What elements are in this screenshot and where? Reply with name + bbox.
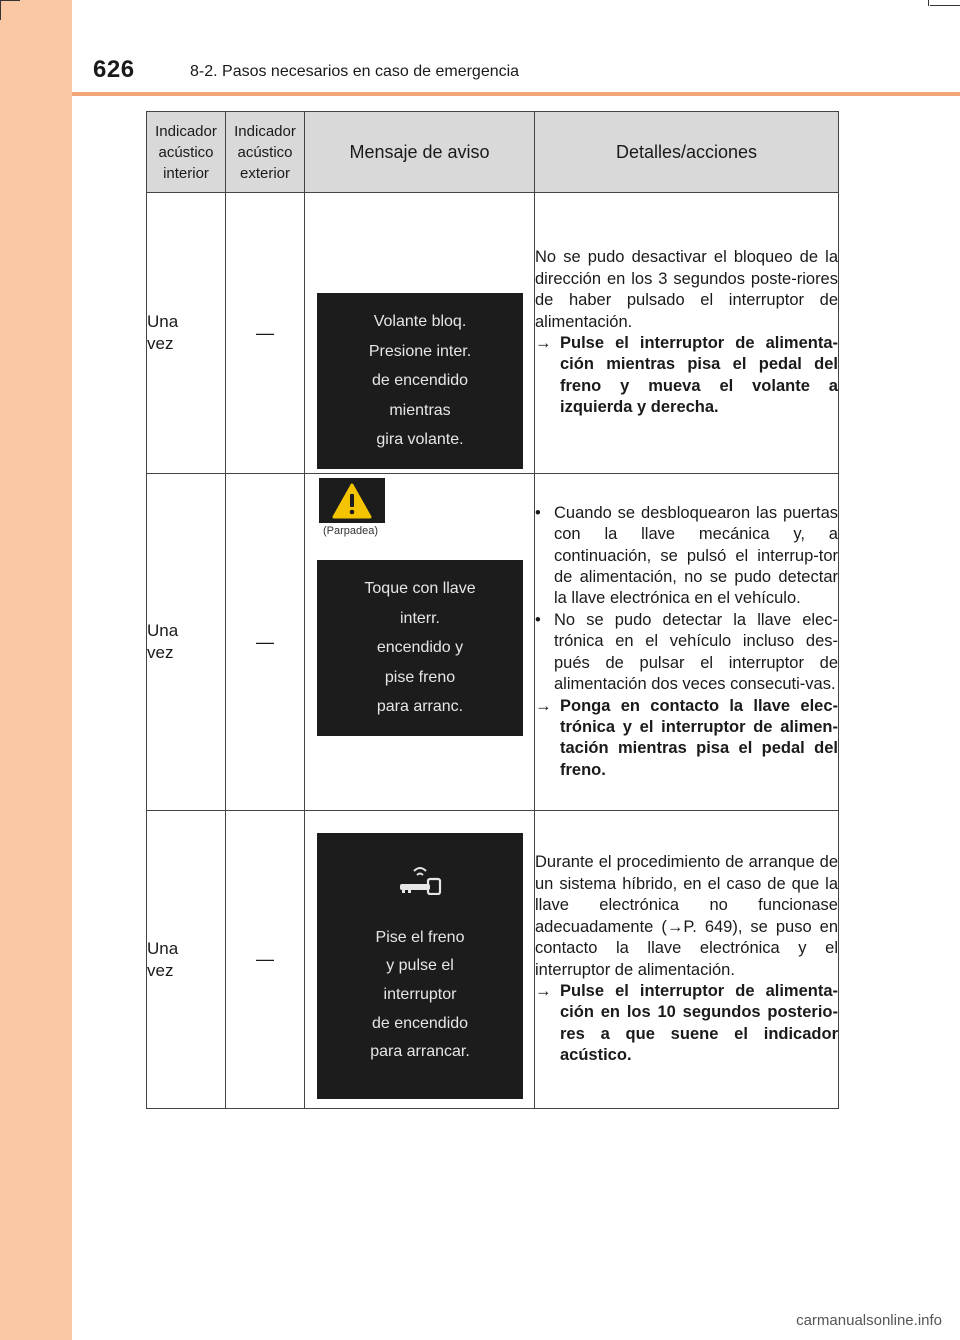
details-cell [535,193,839,474]
exterior-buzzer-cell: — [226,193,305,474]
buzzer-text: Una [147,621,179,640]
display-line: y pulse el [386,957,454,975]
action-instruction [535,333,838,419]
display-line: mientras [389,401,451,419]
display-line: Volante bloq. [373,313,467,331]
display-line: interr. [399,609,440,627]
header-line: Indicador [234,122,296,140]
message-cell [305,193,535,537]
watermark: carmanualsonline.info [796,1312,942,1329]
page-number: 626 [93,56,135,83]
action-instruction [535,696,838,782]
arrow-icon: → [535,696,552,715]
display-line: Pise el freno [375,928,465,946]
bullet-item [535,610,838,696]
action-text: Pulse el interruptor de alimenta-ción en los 10 segundos posterio-res a que suene el indicador acústico. [560,981,838,1065]
header-line: Indicador [155,122,217,140]
crop-mark [0,0,1,20]
crop-mark [928,0,929,6]
details-cell [535,474,839,811]
buzzer-text: vez [147,334,174,353]
display-line: Toque con llave [364,580,476,598]
action-instruction [535,981,838,1067]
detail-text: No se pudo desactivar el bloqueo de la dirección en los 3 segundos poste-riores de haber pulsado el interruptor de alimentación. [535,248,838,331]
message-cell [305,474,535,811]
warning-display [317,560,523,736]
arrow-icon: → [535,334,552,352]
display-line: Presione inter. [368,342,472,360]
section-title: 8-2. Pasos necesarios en caso de emergencia [190,63,520,80]
action-text: Ponga en contacto la llave elec-trónica y el interruptor de alimen-tación mientras pisa el pedal del freno. [560,696,838,779]
display-line: gira volante. [376,431,464,449]
bullet-item [535,503,838,610]
message-cell [305,811,535,1109]
header-line: acústico [237,143,293,161]
bullet-text: Cuando se desbloquearon las puertas con la llave mecánica y, a continuación, se pulsó el interrup-tor de alimentación, no se pudo detectar la llave electrónica en el vehículo. [554,503,838,608]
interior-buzzer-cell [147,193,226,474]
buzzer-text: Una [147,312,179,331]
details-cell [535,811,839,1109]
display-line: interruptor [383,986,457,1003]
display-line: pise freno [384,668,456,686]
header-details: Detalles/acciones [535,112,839,193]
table-row [147,474,839,811]
crop-mark [0,0,20,1]
header-interior-buzzer [147,112,226,193]
warning-display [317,833,523,1099]
interior-buzzer-cell [147,474,226,811]
display-line: de encendido [371,1014,469,1032]
bullet-icon: • [535,503,541,522]
header-message: Mensaje de aviso [305,112,535,193]
display-line: para arranc. [376,698,464,716]
buzzer-text: Una [147,938,179,958]
smart-key-signal-icon [394,865,446,906]
header-rule [72,92,960,96]
exterior-buzzer-cell: — [226,811,305,1109]
display-line: de encendido [371,372,469,390]
bullet-icon: • [535,610,541,629]
display-line: encendido y [376,639,464,657]
crop-mark [930,5,960,6]
warning-display [317,293,523,469]
bullet-text: No se pudo detectar la llave elec-trónica en el vehículo incluso des-pués de pulsar el interruptor de alimentación dos veces consecuti-vas. [554,610,838,694]
header-line: exterior [239,164,291,182]
header-line: interior [163,164,209,182]
table-header-row [147,112,839,193]
exterior-buzzer-cell: — [226,474,305,811]
arrow-icon: → [535,981,552,1000]
display-line: para arrancar. [370,1043,470,1061]
header-line: acústico [158,143,214,161]
header-exterior-buzzer [226,112,305,193]
detail-text: Durante el procedimiento de arranque de un sistema híbrido, en el caso de que la llave electrónica no funcionase adecuadamente (→P. 649), se puso en contacto la llave electrónica y el interruptor de alimentación. [535,853,838,979]
table-row [147,811,839,1109]
interior-buzzer-cell [147,811,226,1109]
blink-note: (Parpadea) [323,525,379,537]
warning-message-table [146,111,839,1109]
side-color-band [0,0,72,1340]
buzzer-text: vez [147,960,174,980]
table-row [147,193,839,474]
buzzer-text: vez [147,643,174,662]
action-text: Pulse el interruptor de alimenta-ción mientras pisa el pedal del freno y mueva el volante a izquierda y derecha. [560,334,838,417]
